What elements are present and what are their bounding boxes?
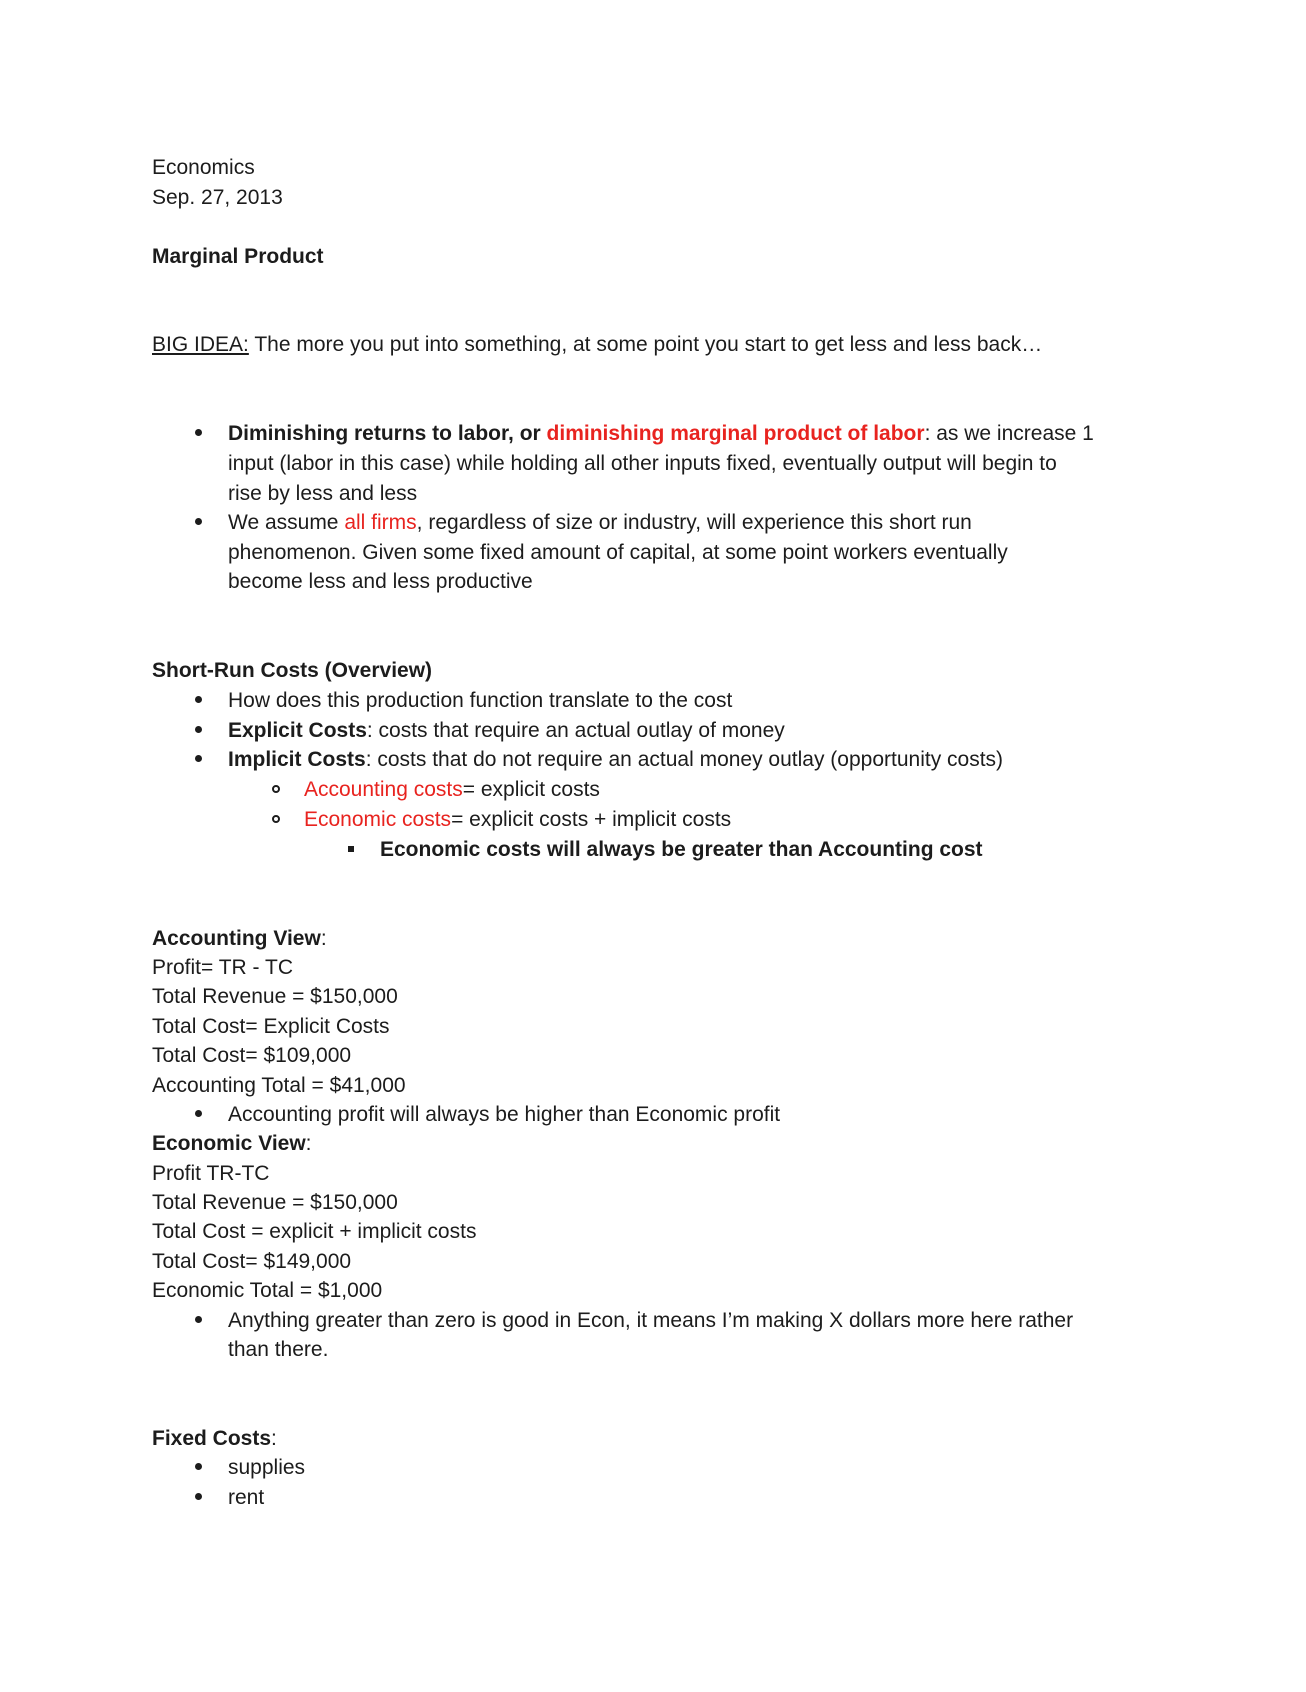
short-run-sub-2 — [304, 805, 731, 835]
short-run-item-3 — [228, 745, 1003, 775]
fixed-costs-colon: : — [271, 1427, 277, 1450]
subject-line: Economics — [152, 156, 255, 179]
list-item: rent — [228, 1486, 265, 1509]
accounting-bullet: Accounting profit will always be higher than Economic profit — [228, 1103, 781, 1126]
economic-line-4: Total Cost= $149,000 — [152, 1250, 352, 1273]
economic-line-1: Profit TR-TC — [152, 1162, 270, 1185]
sub-sub-bullet-marker — [344, 835, 358, 865]
mp-bullet-1-red: diminishing marginal product of labor — [546, 422, 925, 445]
accounting-view-title: Accounting View — [152, 927, 321, 950]
sub-bullet-marker — [268, 775, 284, 805]
economic-line-5: Economic Total = $1,000 — [152, 1279, 383, 1302]
big-idea-label: BIG IDEA: — [152, 333, 249, 356]
economic-view-colon: : — [305, 1132, 312, 1155]
mp-bullet-2-rest: , regardless of size or industry, will experience this short run — [416, 511, 972, 534]
accounting-line-2: Total Revenue = $150,000 — [152, 985, 398, 1008]
fixed-costs-heading — [152, 1424, 277, 1454]
economic-view-heading — [152, 1129, 312, 1159]
short-run-heading: Short-Run Costs (Overview) — [152, 659, 433, 682]
economic-costs-term: Economic costs — [304, 808, 452, 831]
mp-bullet-2-line-2: phenomenon. Given some fixed amount of capital, at some point workers eventually — [228, 541, 1008, 564]
short-run-item-1: How does this production function translate to the cost — [228, 689, 733, 712]
short-run-sub-1 — [304, 775, 600, 805]
explicit-costs-definition: : costs that require an actual outlay of money — [366, 719, 785, 742]
bullet-marker — [191, 745, 205, 775]
bullet-marker — [191, 686, 205, 716]
big-idea-text: The more you put into something, at some point you start to get less and less back… — [248, 333, 1043, 356]
accounting-costs-term: Accounting costs — [304, 778, 463, 801]
bullet-marker — [191, 1306, 205, 1336]
mp-bullet-1-bold-joiner: , or — [508, 422, 547, 445]
accounting-view-colon: : — [320, 927, 327, 950]
explicit-costs-term: Explicit Costs — [228, 719, 367, 742]
sub-bullet-marker — [268, 805, 284, 835]
economic-view-title: Economic View — [152, 1132, 306, 1155]
fixed-costs-title: Fixed Costs — [152, 1427, 272, 1450]
mp-bullet-1-bold: Diminishing returns to labor — [228, 422, 509, 445]
mp-bullet-1-rest: : as we increase 1 — [924, 422, 1094, 445]
accounting-line-1: Profit= TR - TC — [152, 956, 294, 979]
bullet-marker — [191, 508, 205, 538]
economic-costs-definition: = explicit costs + implicit costs — [451, 808, 732, 831]
bullet-marker — [191, 1100, 205, 1130]
bullet-marker — [191, 1483, 205, 1513]
accounting-line-3: Total Cost= Explicit Costs — [152, 1015, 390, 1038]
implicit-costs-term: Implicit Costs — [228, 748, 366, 771]
economic-bullet-line-2: than there. — [228, 1338, 329, 1361]
date-line: Sep. 27, 2013 — [152, 186, 283, 209]
economic-bullet-line-1: Anything greater than zero is good in Econ, it means I’m making X dollars more here rather — [228, 1309, 1074, 1332]
short-run-sub-sub-1: Economic costs will always be greater than Accounting cost — [380, 838, 983, 861]
mp-bullet-1-line-1 — [228, 419, 1094, 449]
mp-bullet-2-line-1 — [228, 508, 972, 538]
short-run-item-2 — [228, 716, 785, 746]
accounting-line-5: Accounting Total = $41,000 — [152, 1074, 406, 1097]
economic-line-2: Total Revenue = $150,000 — [152, 1191, 398, 1214]
accounting-costs-definition: = explicit costs — [462, 778, 600, 801]
mp-bullet-2-red: all firms — [344, 511, 417, 534]
mp-bullet-1-line-2: input (labor in this case) while holding all other inputs fixed, eventually output will begin to — [228, 452, 1057, 475]
bullet-marker — [191, 419, 205, 449]
implicit-costs-definition: : costs that do not require an actual money outlay (opportunity costs) — [365, 748, 1004, 771]
mp-bullet-1-line-3: rise by less and less — [228, 482, 418, 505]
bullet-marker — [191, 716, 205, 746]
economic-line-3: Total Cost = explicit + implicit costs — [152, 1220, 477, 1243]
list-item: supplies — [228, 1456, 306, 1479]
accounting-view-heading — [152, 924, 327, 954]
bullet-marker — [191, 1453, 205, 1483]
mp-bullet-2-pre: We assume — [228, 511, 345, 534]
mp-bullet-2-line-3: become less and less productive — [228, 570, 533, 593]
big-idea-line — [152, 330, 1042, 360]
accounting-line-4: Total Cost= $109,000 — [152, 1044, 352, 1067]
page-title: Marginal Product — [152, 245, 324, 268]
